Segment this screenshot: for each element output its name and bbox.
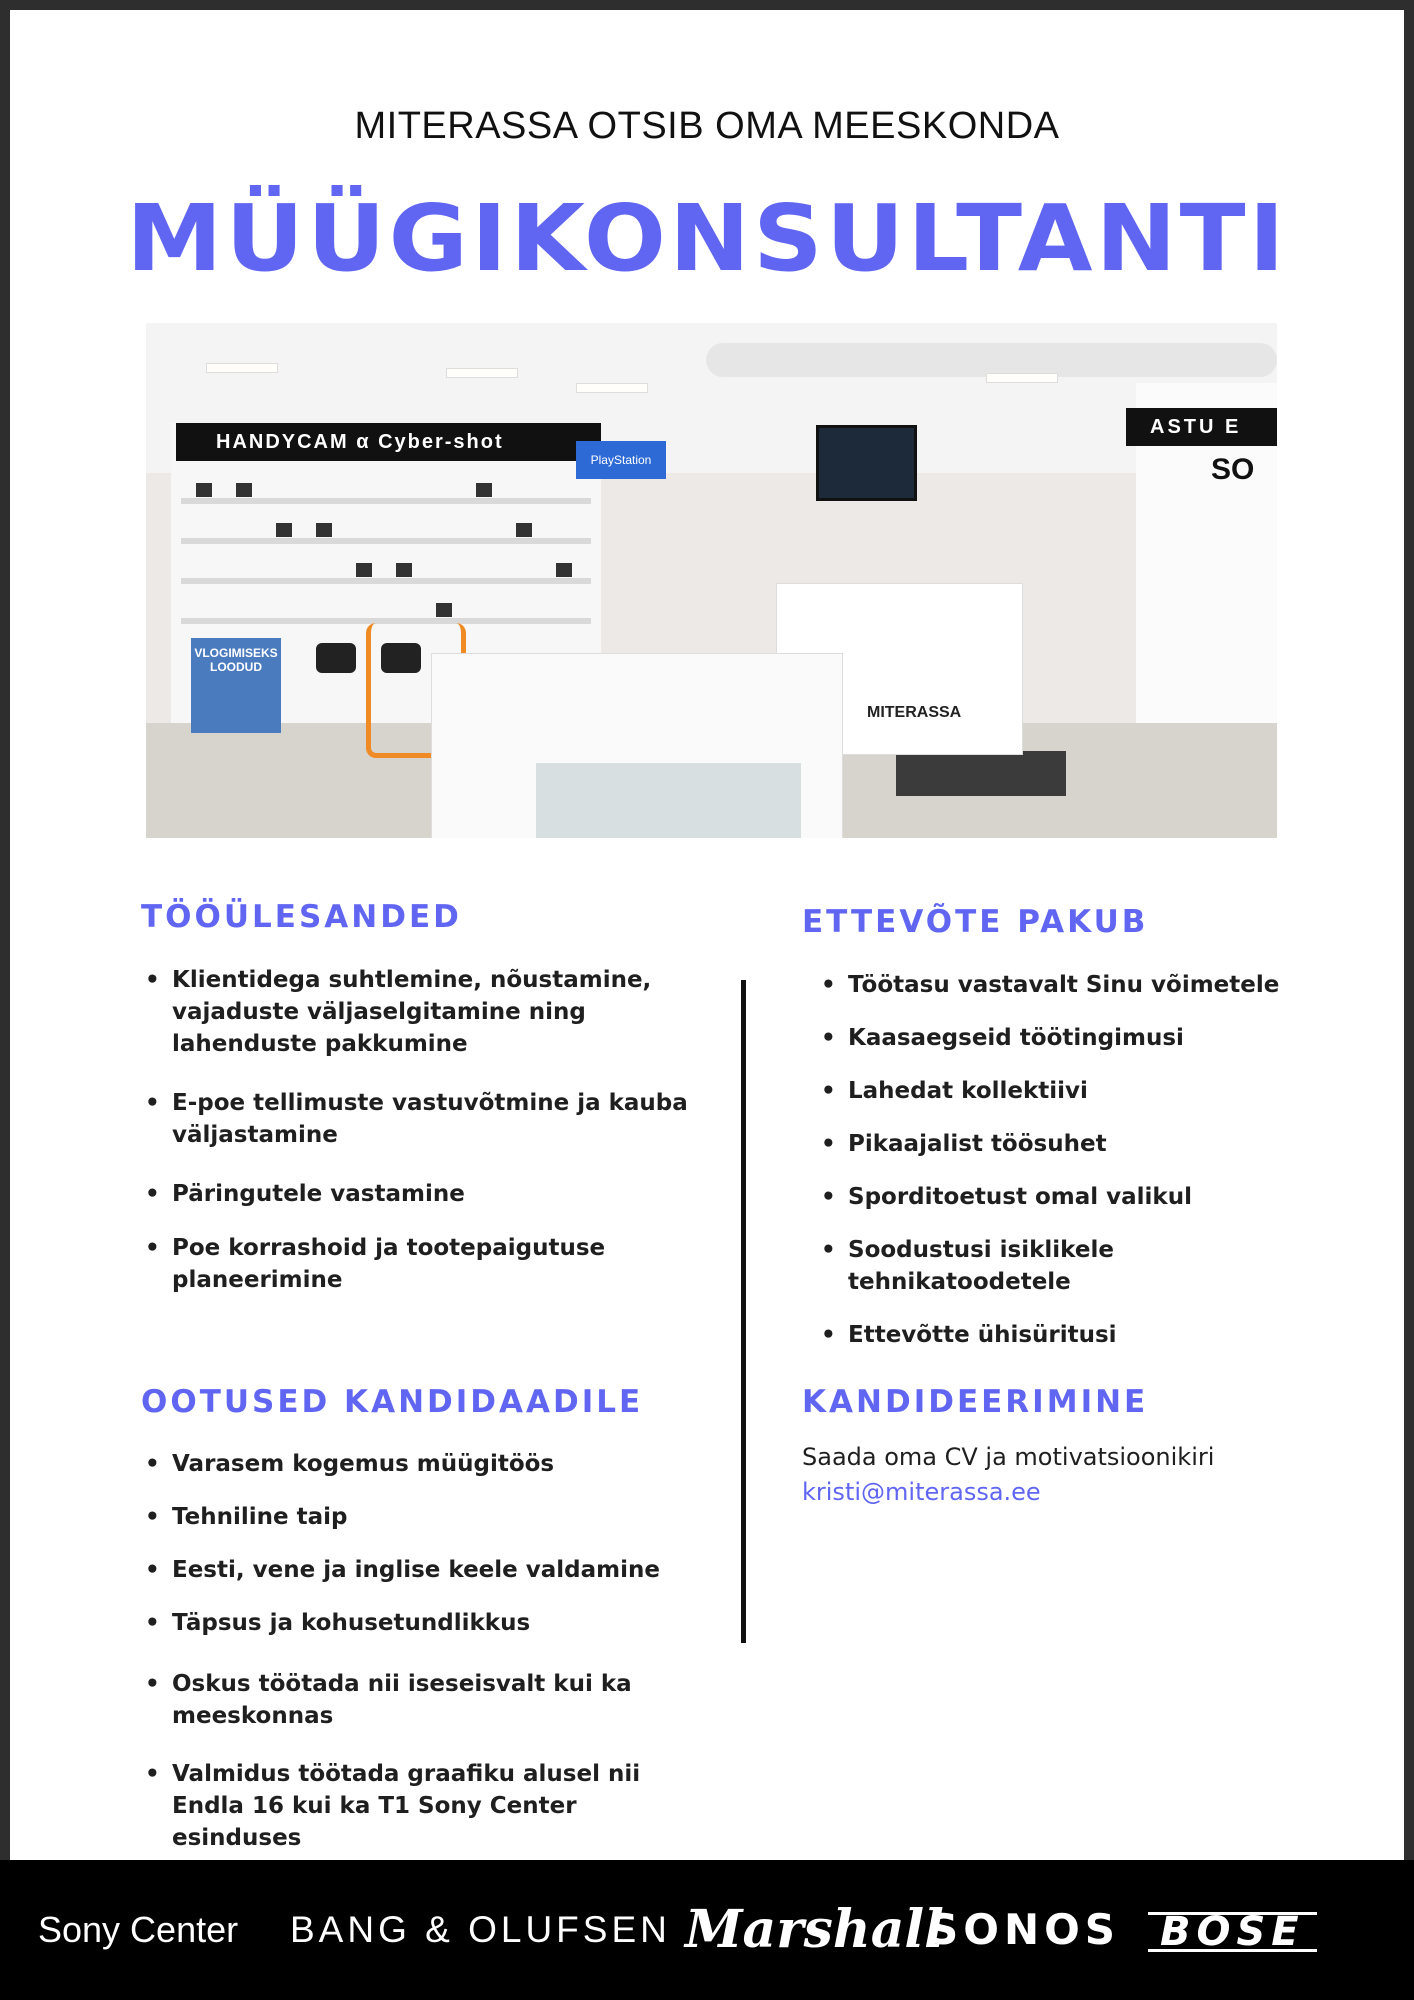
store-banner: HANDYCAM α Cyber-shot <box>176 423 601 461</box>
expectations-list <box>142 1448 702 1854</box>
desk-logo: MITERASSA <box>867 704 962 721</box>
list-item: • Varasem kogemus müügitöös <box>142 1448 702 1480</box>
vlog-sign: VLOGIMISEKS LOODUD <box>191 638 281 733</box>
duties-heading: TÖÖÜLESANDED <box>141 899 462 935</box>
list-item: • Klientidega suhtlemine, nõustamine, vajaduste väljaselgitamine ning lahenduste pakkumine <box>142 964 702 1060</box>
list-item: • Valmidus töötada graafiku alusel nii Endla 16 kui ka T1 Sony Center esinduses <box>142 1758 702 1854</box>
apply-instructions: Saada oma CV ja motivatsioonikiri <box>802 1443 1215 1471</box>
store-photo <box>146 323 1277 838</box>
marshall-logo: Marshall <box>685 1899 944 1960</box>
apply-email-link[interactable]: kristi@miterassa.ee <box>802 1478 1041 1506</box>
list-item: • Eesti, vene ja inglise keele valdamine <box>142 1554 702 1586</box>
page-title: MÜÜGIKONSULTANTI <box>126 185 1288 292</box>
list-item: • Täpsus ja kohusetundlikkus <box>142 1607 702 1639</box>
list-item: • Päringutele vastamine <box>142 1178 702 1210</box>
list-item: • Pikaajalist töösuhet <box>818 1128 1338 1160</box>
floor-mat <box>896 751 1066 796</box>
glass-showcase <box>536 763 801 838</box>
list-item: • Ettevõtte ühisüritusi <box>818 1319 1338 1351</box>
sonos-logo: SONOS <box>928 1905 1121 1954</box>
list-item: • Sporditoetust omal valikul <box>818 1181 1338 1213</box>
so-sign: SO <box>1211 453 1255 486</box>
list-item: • Töötasu vastavalt Sinu võimetele <box>818 969 1338 1001</box>
list-item: • Lahedat kollektiivi <box>818 1075 1338 1107</box>
list-item: • Kaasaegseid töötingimusi <box>818 1022 1338 1054</box>
bose-logo: BOSE <box>1148 1912 1317 1952</box>
sony-center-logo: Sony Center <box>38 1909 239 1950</box>
list-item: • Tehniline taip <box>142 1501 702 1533</box>
list-item: • Soodustusi isiklikele tehnikatoodetele <box>818 1234 1338 1298</box>
list-item: • E-poe tellimuste vastuvõtmine ja kauba väljastamine <box>142 1087 702 1151</box>
duties-list <box>142 964 702 1296</box>
column-divider <box>741 980 746 1643</box>
astu-sign: ASTU E <box>1126 408 1277 446</box>
brand-footer <box>0 1860 1414 2000</box>
expectations-heading: OOTUSED KANDIDAADILE <box>141 1384 644 1420</box>
bang-olufsen-logo: BANG & OLUFSEN <box>290 1909 671 1950</box>
offers-list <box>818 969 1338 1351</box>
playstation-sign: PlayStation <box>576 441 666 479</box>
apply-heading: KANDIDEERIMINE <box>802 1384 1149 1420</box>
list-item: • Oskus töötada nii iseseisvalt kui ka meeskonnas <box>142 1668 702 1732</box>
offers-heading: ETTEVÕTE PAKUB <box>802 904 1149 940</box>
wall-tv <box>816 425 917 501</box>
kicker-text: MITERASSA OTSIB OMA MEESKONDA <box>354 105 1060 147</box>
list-item: • Poe korrashoid ja tootepaigutuse planeerimine <box>142 1232 702 1296</box>
